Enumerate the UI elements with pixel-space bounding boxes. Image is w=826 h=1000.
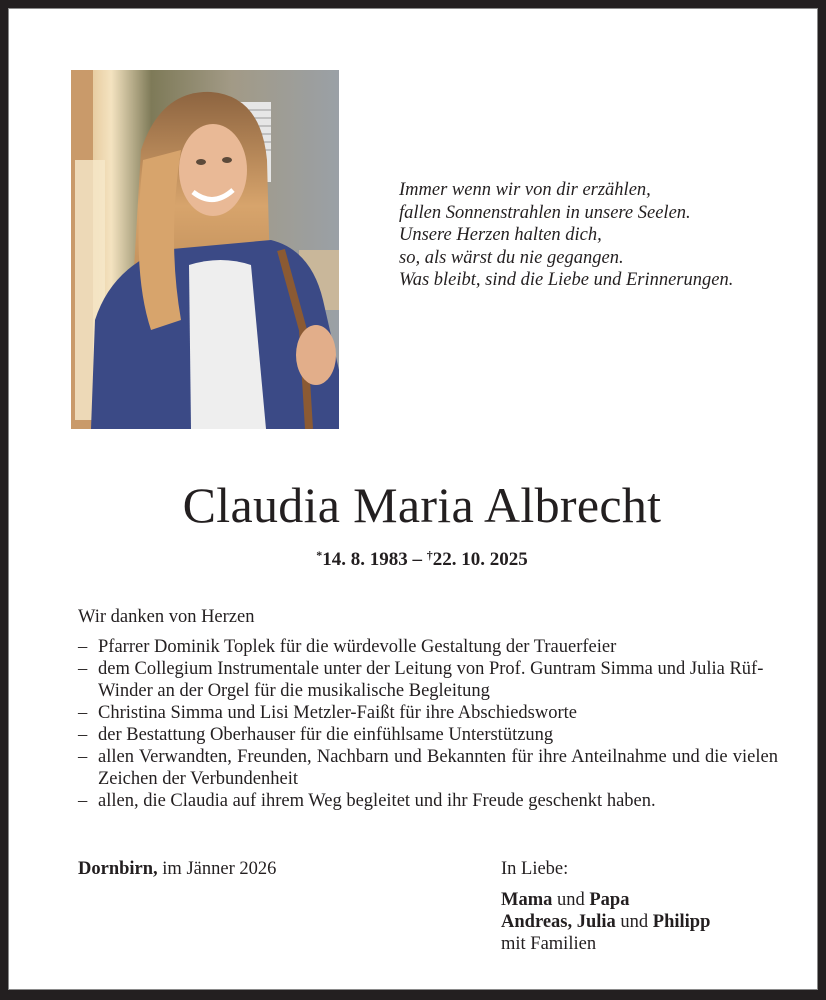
poem-line: Was bleibt, sind die Liebe und Erinnerungen. <box>399 270 734 290</box>
thanks-list <box>78 636 778 812</box>
dash-bullet: – <box>78 703 88 723</box>
dash-bullet: – <box>78 659 88 679</box>
place-and-date <box>78 857 276 881</box>
thanks-item: – dem Collegium Instrumentale unter der Leitung von Prof. Guntram Simma und Julia Rüf-Winder an der Orgel für die musikalische Begleitung <box>78 659 764 701</box>
thanks-item: – allen Verwandten, Freunden, Nachbarn und Bekannten für ihre Anteilnahme und die vielen Zeichen der Verbundenheit <box>78 747 778 789</box>
memorial-poem <box>399 179 819 292</box>
signoff-line-families: mit Familien <box>501 934 597 954</box>
thanks-item: – allen, die Claudia auf ihrem Weg begleitet und ihr Freude geschenkt haben. <box>78 791 656 811</box>
portrait-photo <box>71 70 339 429</box>
thanks-item: – Pfarrer Dominik Toplek für die würdevolle Gestaltung der Trauerfeier <box>78 637 617 657</box>
poem-line: Immer wenn wir von dir erzählen, <box>399 180 651 200</box>
birth-date: 14. 8. 1983 <box>322 549 408 570</box>
signoff-line-parents: Mama und Papa <box>501 890 630 910</box>
thanks-intro: Wir danken von Herzen <box>78 607 255 627</box>
thanks-item: – der Bestattung Oberhauser für die einfühlsame Unterstützung <box>78 725 554 745</box>
dash-bullet: – <box>78 637 88 657</box>
dash-bullet: – <box>78 791 88 811</box>
month-year: im Jänner 2026 <box>157 859 277 879</box>
city: Dornbirn, <box>78 859 158 879</box>
poem-line: so, als wärst du nie gegangen. <box>399 247 624 268</box>
deceased-name: Claudia Maria Albrecht <box>182 477 662 533</box>
signoff <box>501 857 710 955</box>
life-dates <box>9 542 826 573</box>
date-separator: – <box>407 549 427 570</box>
poem-line: fallen Sonnenstrahlen in unsere Seelen. <box>399 202 691 223</box>
thanks-section <box>78 606 778 812</box>
thanks-item: – Christina Simma und Lisi Metzler-Faißt für ihre Abschiedsworte <box>78 703 578 723</box>
obituary-page <box>8 8 818 990</box>
signoff-lead: In Liebe: <box>501 859 569 879</box>
dash-bullet: – <box>78 747 88 767</box>
birth-symbol: * <box>316 548 323 562</box>
death-symbol: † <box>426 548 433 562</box>
poem-line: Unsere Herzen halten dich, <box>399 225 602 245</box>
dash-bullet: – <box>78 725 88 745</box>
death-date: 22. 10. 2025 <box>432 549 528 570</box>
portrait-image <box>71 70 339 429</box>
signoff-line-siblings: Andreas, Julia und Philipp <box>501 912 711 932</box>
